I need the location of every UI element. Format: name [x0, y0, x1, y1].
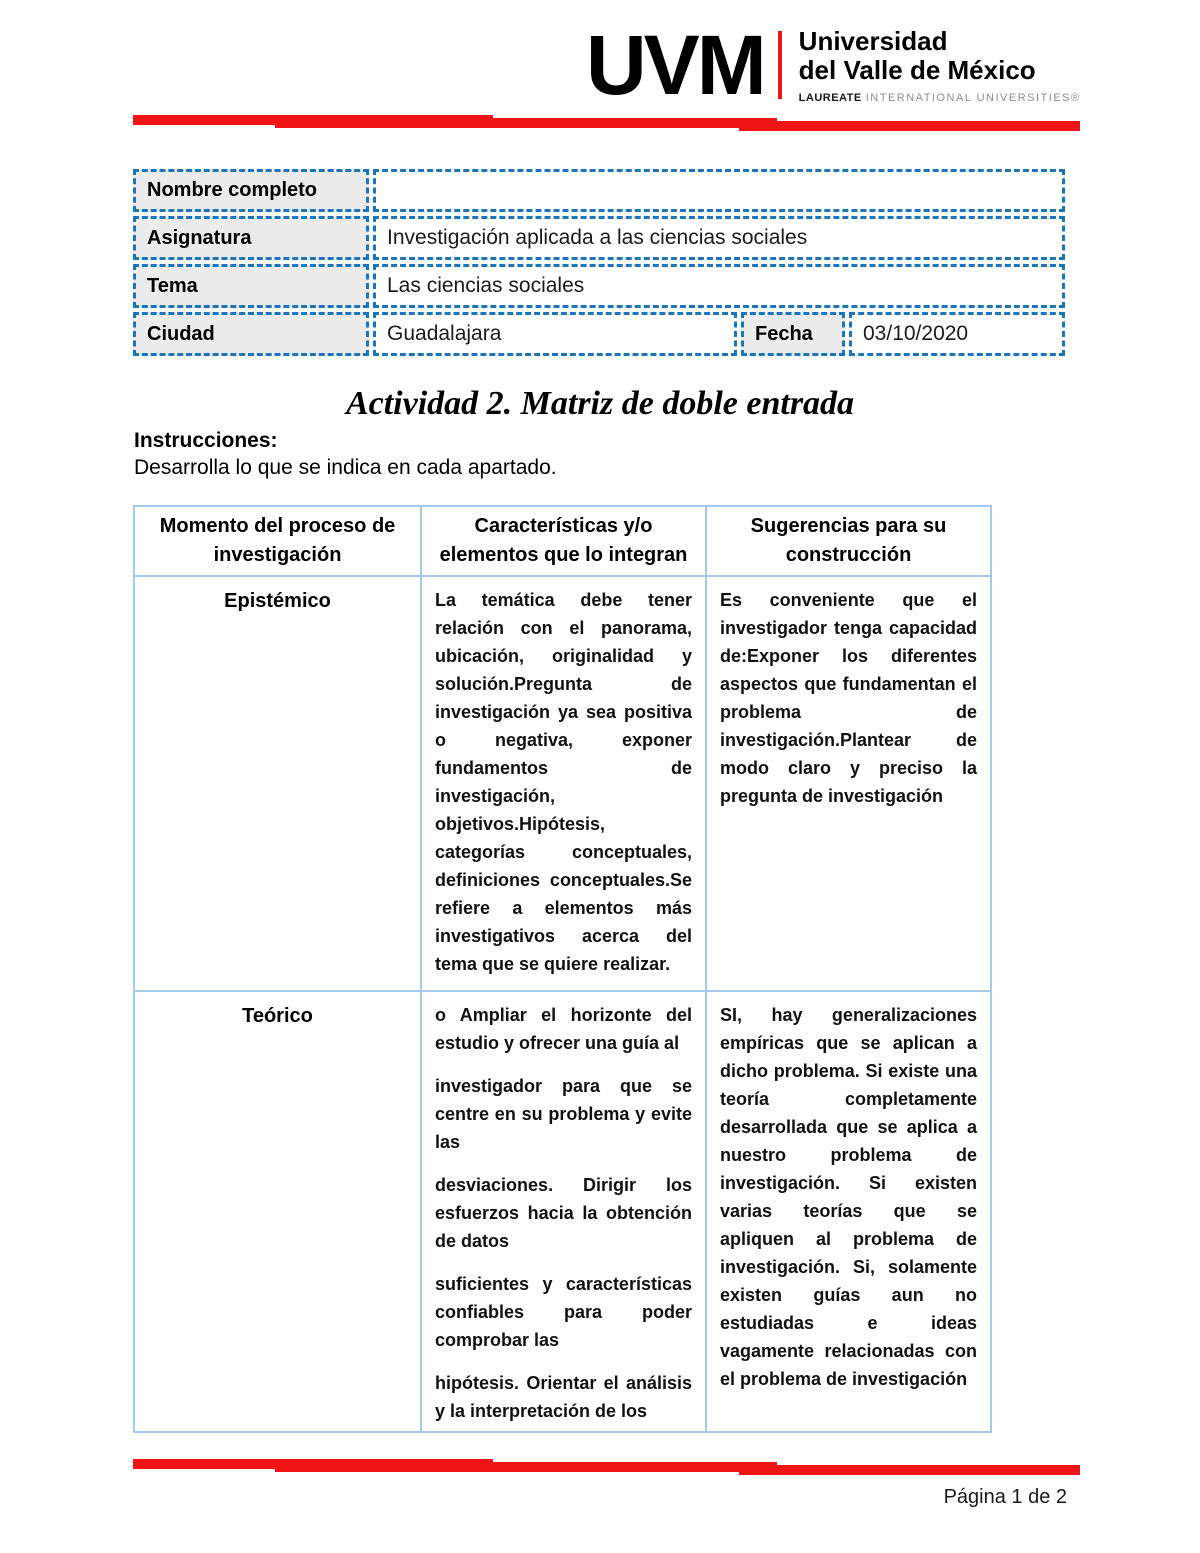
- teorico-caracteristicas-cell: [421, 991, 706, 1432]
- instructions-heading: Instrucciones:: [134, 429, 278, 452]
- university-name-line2: del Valle de México: [798, 54, 1036, 85]
- page-number: Página 1 de 2: [943, 1486, 1067, 1508]
- paragraph: desviaciones. Dirigir los esfuerzos hacia la obtención de datos: [435, 1175, 692, 1251]
- table-row: [133, 216, 1065, 260]
- field-label-tema: Tema: [133, 264, 369, 308]
- table-row: [133, 264, 1065, 308]
- paragraph: o Ampliar el horizonte del estudio y ofrecer una guía al: [435, 1005, 692, 1053]
- row-label-epistemico: Epistémico: [134, 576, 421, 991]
- epistemico-sugerencias-cell: [706, 576, 991, 991]
- matrix-header-momento: Momento del proceso de investigación: [134, 506, 421, 576]
- red-rule-segment: [275, 118, 777, 128]
- matrix-row-teorico: [134, 991, 991, 1432]
- instructions-body: Desarrolla lo que se indica en cada apartado.: [134, 456, 557, 479]
- paragraph: suficientes y características confiables para poder comprobar las: [435, 1274, 692, 1350]
- paragraph: hipótesis. Orientar el análisis y la interpretación de los: [435, 1373, 692, 1421]
- page-title: Actividad 2. Matriz de doble entrada: [345, 384, 855, 422]
- cover-info-table: [129, 165, 1069, 360]
- instructions-block: [134, 427, 557, 481]
- field-label-asignatura: Asignatura: [133, 216, 369, 260]
- field-value-fecha[interactable]: 03/10/2020: [849, 312, 1065, 356]
- table-row: [133, 169, 1065, 212]
- laureate-tagline: [799, 92, 1081, 104]
- red-rule-segment: [275, 1462, 777, 1472]
- matrix-row-epistemico: [134, 576, 991, 991]
- teorico-sugerencias-cell: [706, 991, 991, 1432]
- field-value-ciudad[interactable]: Guadalajara: [373, 312, 737, 356]
- red-rule-segment: [739, 121, 1080, 131]
- field-value-asignatura[interactable]: Investigación aplicada a las ciencias sociales: [373, 216, 1065, 260]
- paragraph: investigador para que se centre en su problema y evite las: [435, 1076, 692, 1152]
- matrix-header-caracteristicas: Características y/o elementos que lo integran: [421, 506, 706, 576]
- paragraph: La temática debe tener relación con el panorama, ubicación, originalidad y solución.Pregunta de investigación ya sea positiva o negativa, exponer fundamentos de investigación, objetivos.Hipótesis, categorías conceptuales, definiciones conceptuales.Se refiere a elementos más investigativos acerca del tema que se quiere realizar.: [435, 590, 692, 974]
- matrix-header-sugerencias: Sugerencias para su construcción: [706, 506, 991, 576]
- header-red-rule: [133, 114, 1080, 131]
- matrix-header-row: [134, 506, 991, 576]
- paragraph: SI, hay generalizaciones empíricas que se aplican a dicho problema. Si existe una teoría completamente desarrollada que se aplica a nuestro problema de investigación. Si existen varias teorías que se apliquen al problema de investigación. Si, solamente existen guías aun no estudiadas e ideas vagamente relacionadas con el problema de investigación: [720, 1005, 977, 1389]
- red-rule-segment: [739, 1465, 1080, 1475]
- laureate-subtext: INTERNATIONAL UNIVERSITIES®: [865, 91, 1081, 104]
- table-row: [133, 312, 1065, 356]
- university-name-line1: Universidad: [798, 25, 948, 56]
- field-label-ciudad: Ciudad: [133, 312, 369, 356]
- footer-red-rule: [133, 1458, 1080, 1475]
- epistemico-caracteristicas-cell: [421, 576, 706, 991]
- matrix-table: [133, 505, 992, 1433]
- uvm-logo-lockup: [586, 18, 1081, 112]
- field-value-tema[interactable]: Las ciencias sociales: [373, 264, 1065, 308]
- field-label-fecha: Fecha: [741, 312, 845, 356]
- field-label-nombre-completo: Nombre completo: [133, 169, 369, 212]
- university-name-block: [799, 27, 1081, 104]
- uvm-logo: UVM: [586, 18, 764, 112]
- logo-divider: [778, 31, 782, 99]
- field-value-nombre-completo[interactable]: [373, 169, 1065, 212]
- laureate-wordmark: LAUREATE: [798, 91, 862, 104]
- paragraph: Es conveniente que el investigador tenga capacidad de:Exponer los diferentes aspectos que fundamentan el problema de investigación.Plantear de modo claro y preciso la pregunta de investigación: [720, 590, 977, 806]
- row-label-teorico: Teórico: [134, 991, 421, 1432]
